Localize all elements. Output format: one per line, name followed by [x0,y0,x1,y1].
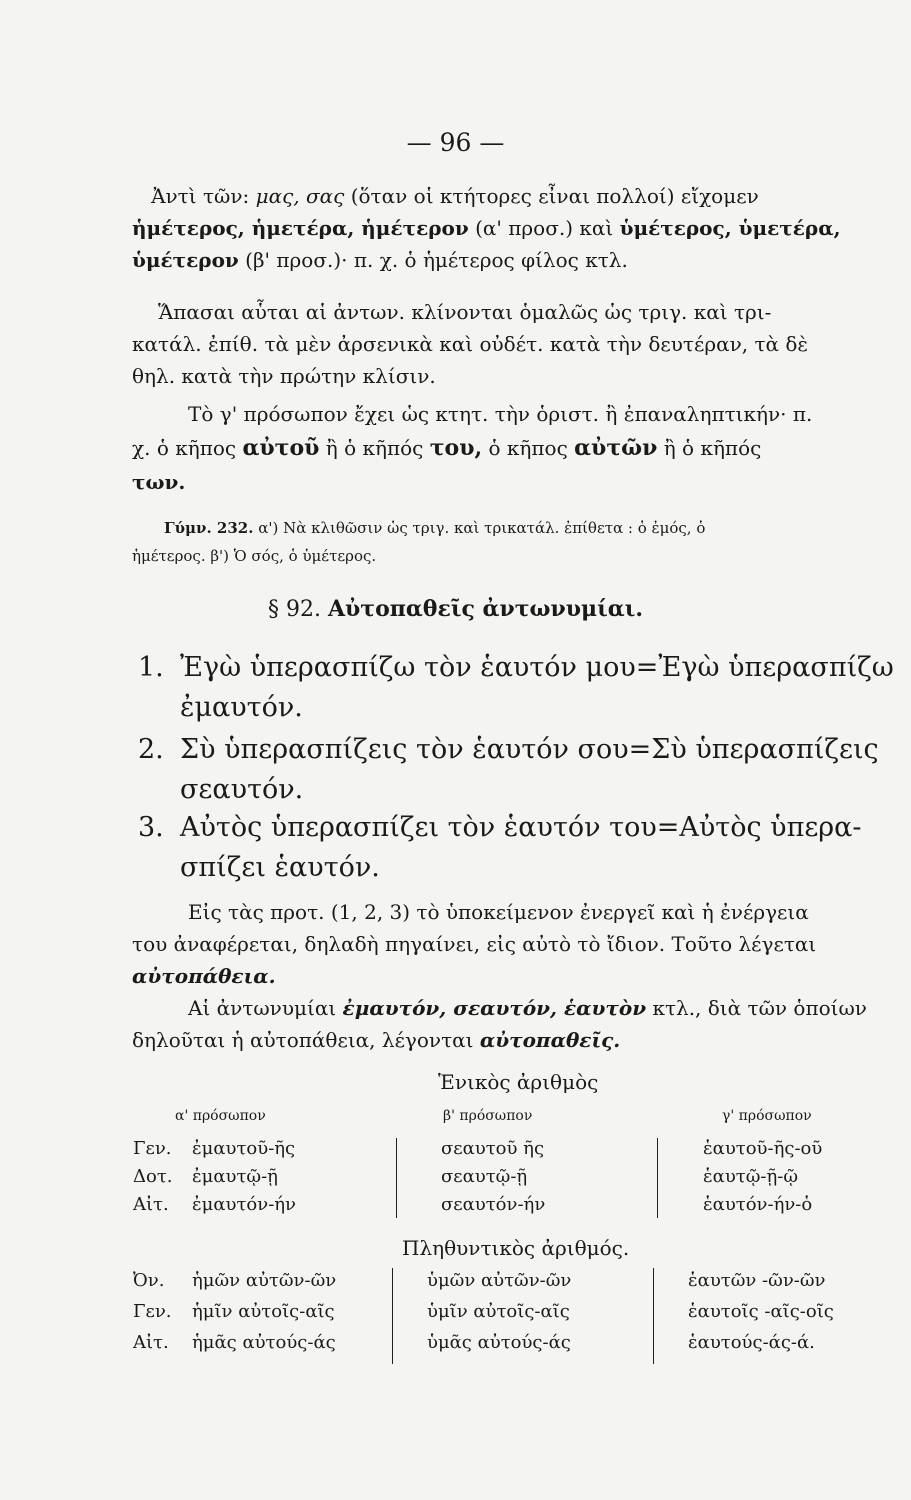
table-cell: ἡμᾶς αὐτούς-άς [192,1332,336,1353]
exercise-label: Γύμν. 232. [164,519,254,537]
bold-text: ὑμέτερος, ὑμετέρα, [619,216,841,240]
example-number: 3. [138,812,164,843]
column-divider [653,1268,654,1364]
text-line: Ἐγὼ ὑπερασπίζω τὸν ἑαυτόν μου=Ἐγὼ ὑπερασπίζω [180,652,894,683]
text-line: θηλ. κατὰ τὴν πρώτην κλίσιν. [132,364,436,388]
text-line [132,430,902,466]
text-run: ἢ ὁ κῆπός [319,436,430,460]
text-line [132,212,902,244]
text-line [132,180,902,212]
emphasis-text: μας, σας [255,184,345,208]
table-cell: ὑμῶν αὐτῶν-ῶν [427,1270,572,1291]
page-number: — 96 — [406,128,505,157]
text-run: ἢ ὁ κῆπός [657,436,762,460]
example-3 [138,808,862,888]
text-line [132,244,902,276]
paragraph-autopatheia [132,896,902,992]
text-line [132,992,902,1024]
case-label: Αἰτ. [133,1194,169,1215]
example-number: 1. [138,652,164,683]
text-line: του ἀναφέρεται, δηλαδὴ πηγαίνει, εἰς αὐτὸ τὸ ἴδιον. Τοῦτο λέγεται [132,932,817,956]
table-cell: σεαυτοῦ ῆς [441,1138,545,1159]
table-cell: σεαυτῷ-ῇ [441,1166,528,1187]
text-line: σεαυτόν. [180,774,304,805]
case-label: Γεν. [133,1138,172,1159]
case-label: Δοτ. [133,1166,173,1187]
exercise-block [132,514,902,570]
bold-text: ἐμαυτόν, σεαυτόν, ἑαυτὸν [342,996,647,1020]
text-line: σπίζει ἑαυτόν. [180,852,380,883]
example-2 [138,730,879,810]
table-cell: ἑαυτῷ-ῇ-ῷ [703,1166,799,1187]
text-run: (ὅταν οἱ κτήτορες εἶναι πολλοί) εἴχομεν [344,184,759,208]
paragraph-declension [132,296,902,392]
table-cell: ὑμᾶς αὐτούς-άς [427,1332,571,1353]
bold-text: ἡμέτερος, ἡμετέρα, ἡμέτερον [132,216,469,240]
text-line: Ἅπασαι αὗται αἱ ἀντων. κλίνονται ὁμαλῶς ὡς τριγ. καὶ τρι- [158,300,772,324]
table-cell: ἑαυτοῦ-ῆς-οῦ [703,1138,823,1159]
text-line: Σὺ ὑπερασπίζεις τὸν ἑαυτόν σου=Σὺ ὑπερασπίζεις [180,734,879,765]
text-line: Εἰς τὰς προτ. (1, 2, 3) τὸ ὑποκείμενον ἐνεργεῖ καὶ ἡ ἐνέργεια [188,900,809,924]
table-cell: ἐμαυτῷ-ῇ [192,1166,278,1187]
text-line: ἡμέτερος. β') Ὁ σός, ὁ ὑμέτερος. [132,547,377,565]
text-run: Αἱ ἀντωνυμίαι [188,996,343,1020]
text-line [132,1024,902,1056]
text-run: κτλ., διὰ τῶν ὁποίων [646,996,867,1020]
table-cell: ἡμῶν αὐτῶν-ῶν [192,1270,337,1291]
paragraph-possessive [132,180,902,276]
table-cell: ἑαυτοῖς -αῖς-οῖς [688,1301,834,1322]
case-label: Ὀν. [133,1270,165,1291]
case-label: Αἰτ. [133,1332,169,1353]
text-run: δηλοῦται ἡ αὐτοπάθεια, λέγονται [132,1028,480,1052]
text-line: Αὐτὸς ὑπερασπίζει τὸν ἑαυτόν του=Αὐτὸς ὑπερα- [180,812,862,843]
table-cell: ἑαυτούς-άς-ά. [688,1332,815,1353]
section-title: Αὐτοπαθεῖς ἀντωνυμίαι. [327,596,644,622]
case-label: Γεν. [133,1301,172,1322]
text-run: α') Νὰ κλιθῶσιν ὡς τριγ. καὶ τρικατάλ. ἐπίθετα : ὁ ἐμός, ὁ [253,519,706,537]
bold-text: αὐτῶν [574,435,658,461]
paragraph-third-person [132,398,902,498]
section-heading [0,596,911,622]
text-run: χ. ὁ κῆπος [132,436,243,460]
text-line: των. [132,470,186,494]
table-cell: ὑμῖν αὐτοῖς-αῖς [427,1301,570,1322]
paragraph-reflexive [132,992,902,1056]
text-line: κατάλ. ἐπίθ. τὰ μὲν ἀρσενικὰ καὶ οὐδέτ. κατὰ τὴν δευτέραν, τὰ δὲ [132,332,809,356]
text-line: Τὸ γ' πρόσωπον ἔχει ὡς κτητ. τὴν ὁριστ. ἢ ἐπαναληπτικήν· π. [188,402,813,426]
text-run: (α' προσ.) καὶ [468,216,620,240]
bold-text: αὐτοῦ [242,435,320,461]
text-run: (β' προσ.)· π. χ. ὁ ἡμέτερος φίλος κτλ. [238,248,628,272]
singular-heading: Ἑνικὸς ἀριθμὸς [438,1070,599,1094]
table-cell: ἑαυτόν-ήν-ὁ [703,1194,813,1215]
column-divider [392,1268,393,1364]
bold-text: του, [429,435,483,461]
plural-heading: Πληθυντικὸς ἀριθμός. [402,1236,630,1260]
person-3-heading: γ' πρόσωπον [722,1108,812,1124]
table-cell: σεαυτόν-ήν [441,1194,546,1215]
text-line: αὐτοπάθεια. [132,964,276,988]
table-cell: ἐμαυτόν-ήν [192,1194,297,1215]
column-divider [657,1138,658,1218]
example-number: 2. [138,734,164,765]
table-cell: ἡμῖν αὐτοῖς-αῖς [192,1301,335,1322]
table-cell: ἐμαυτοῦ-ῆς [192,1138,296,1159]
bold-text: αὐτοπαθεῖς. [479,1028,621,1052]
table-cell: ἑαυτῶν -ῶν-ῶν [688,1270,826,1291]
text-run: Ἀντὶ τῶν: [151,184,256,208]
section-number: § 92. [267,597,321,622]
text-line [132,514,902,542]
bold-text: ὑμέτερον [132,248,239,272]
text-line: ἐμαυτόν. [180,692,303,723]
person-2-heading: β' πρόσωπον [443,1108,533,1124]
text-run: ὁ κῆπος [482,436,575,460]
example-1 [138,648,894,728]
column-divider [396,1138,397,1218]
person-1-heading: α' πρόσωπον [175,1108,266,1124]
